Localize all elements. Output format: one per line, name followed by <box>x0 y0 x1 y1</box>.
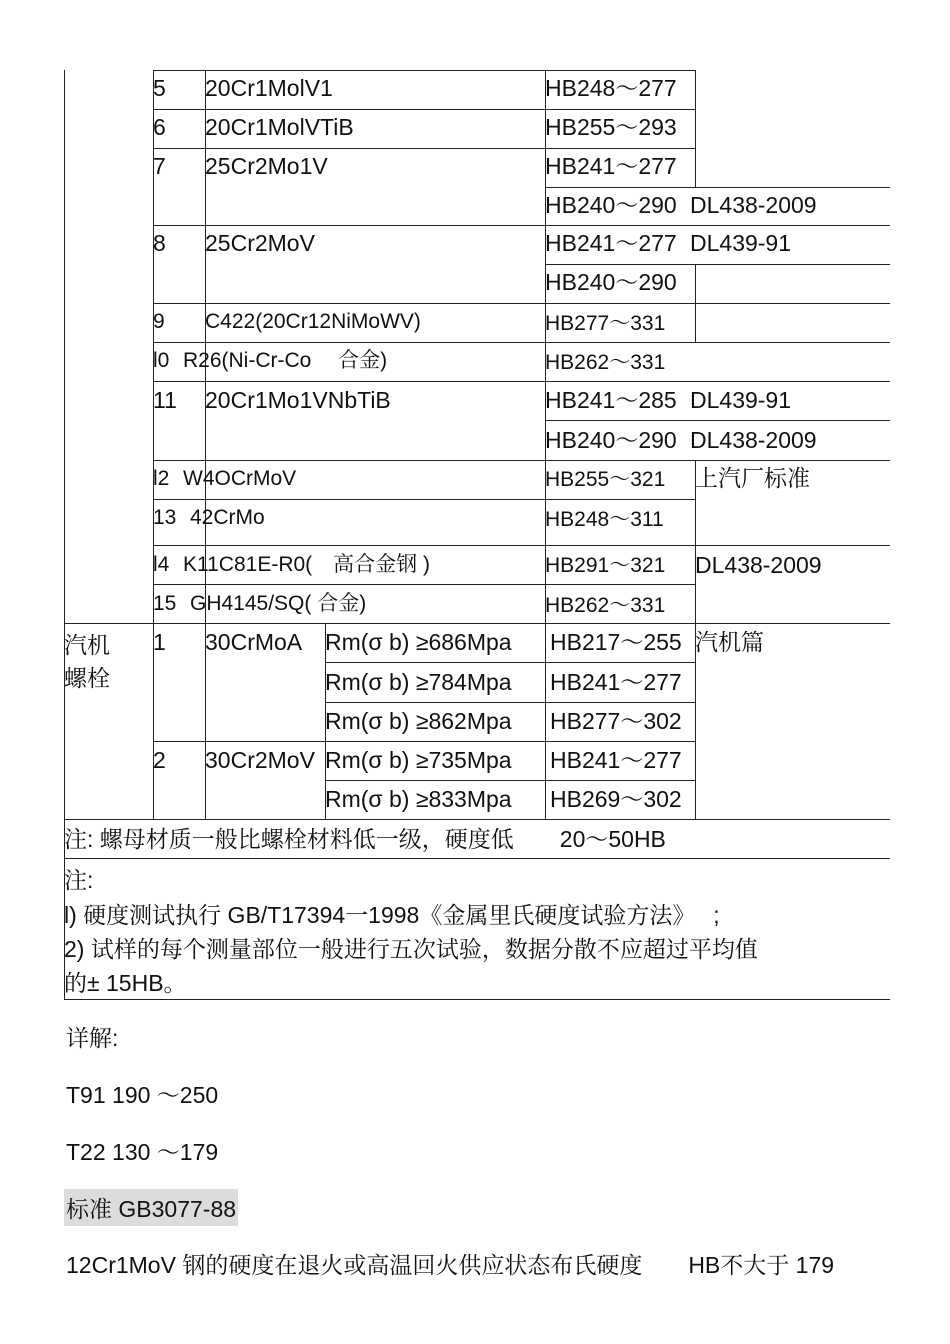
bolt-row-strength: Rm(σ b) ≥784Mpa <box>325 669 512 695</box>
note-heading: 注: <box>64 867 94 893</box>
row-standard: DL438-2009 <box>690 192 817 218</box>
row-material: GH4145/SQ( 合金) <box>190 592 367 615</box>
row-id: 6 <box>153 114 166 140</box>
row-material: 25Cr2Mo1V <box>205 153 328 179</box>
category-label: 汽机 螺栓 <box>64 632 110 691</box>
row-hardness: HB240～290 <box>545 192 677 218</box>
note-line: l) 硬度测试执行 GB/T17394一1998《金属里氏硬度试验方法》 ; <box>64 902 720 928</box>
row-id: 13 <box>153 506 177 529</box>
row-id: 5 <box>153 75 166 101</box>
row-standard: DL439-91 <box>690 230 792 256</box>
bolt-row-id: 1 <box>153 629 166 655</box>
row-material: 42CrMo <box>190 506 265 529</box>
row-id: 7 <box>153 153 166 179</box>
row-id: 15 <box>153 592 177 615</box>
row-hardness: HB255～321 <box>545 468 666 491</box>
row-standard: DL439-91 <box>690 387 792 413</box>
bolt-row-hardness: HB217～255 <box>550 629 682 655</box>
row-hardness: HB262～331 <box>545 351 666 374</box>
bolt-row-strength: Rm(σ b) ≥735Mpa <box>325 747 512 773</box>
row-id: l4 <box>153 553 170 576</box>
note-line: 的± 15HB。 <box>64 970 187 996</box>
row-material: K11C81E-R0( 高合金钢 ) <box>183 553 430 576</box>
row-material: C422(20Cr12NiMoWV) <box>205 310 421 333</box>
row-id: 9 <box>153 310 165 333</box>
row-hardness: HB241～285 <box>545 387 677 413</box>
row-material: 20Cr1MolV1 <box>205 75 333 101</box>
bolt-standard: 汽机篇 <box>695 629 764 655</box>
bolt-row-strength: Rm(σ b) ≥862Mpa <box>325 708 512 734</box>
note-line: 2) 试样的每个测量部位一般进行五次试验，数据分散不应超过平均值 <box>64 936 758 962</box>
details-label: 详解: <box>66 1025 119 1051</box>
standard-line: 标准 GB3077-88 <box>64 1189 238 1226</box>
row-standard: DL438-2009 <box>695 552 822 578</box>
row-hardness: HB255～293 <box>545 114 677 140</box>
row-material: 20Cr1Mo1VNbTiB <box>205 387 391 413</box>
row-hardness: HB248～277 <box>545 75 677 101</box>
row-hardness: HB240～290 <box>545 269 677 295</box>
row-hardness: HB241～277 <box>545 230 677 256</box>
nut-note: 注: 螺母材质一般比螺栓材料低一级，硬度低 20～50HB <box>64 826 666 852</box>
bolt-row-material: 30CrMoA <box>205 629 303 655</box>
row-material: 20Cr1MolVTiB <box>205 114 354 140</box>
bolt-row-strength: Rm(σ b) ≥833Mpa <box>325 786 512 812</box>
bolt-row-hardness: HB241～277 <box>550 747 682 773</box>
row-id: l0 <box>153 349 170 372</box>
row-hardness: HB277～331 <box>545 312 666 335</box>
row-material: 25Cr2MoV <box>205 230 315 256</box>
row-standard: 上汽厂标准 <box>695 465 810 491</box>
row-hardness: HB248～311 <box>545 508 664 531</box>
detail-line-12cr1mov: 12Cr1MoV 钢的硬度在退火或高温回火供应状态布氏硬度 HB不大于 179 <box>66 1252 835 1278</box>
row-id: 8 <box>153 230 166 256</box>
bolt-row-id: 2 <box>153 747 166 773</box>
row-hardness: HB241～277 <box>545 153 677 179</box>
detail-line-t91: T91 190 ～250 <box>66 1082 219 1108</box>
detail-line-t22: T22 130 ～179 <box>66 1139 219 1165</box>
row-standard: DL438-2009 <box>690 427 817 453</box>
bolt-row-material: 30Cr2MoV <box>205 747 315 773</box>
row-hardness: HB291～321 <box>545 554 666 577</box>
bolt-row-strength: Rm(σ b) ≥686Mpa <box>325 629 512 655</box>
bolt-row-hardness: HB241～277 <box>550 669 682 695</box>
row-id: l2 <box>153 467 170 490</box>
row-material: W4OCrMoV <box>183 467 297 490</box>
bolt-row-hardness: HB269～302 <box>550 786 682 812</box>
row-hardness: HB240～290 <box>545 427 677 453</box>
row-material: R26(Ni-Cr-Co 合金) <box>183 349 388 372</box>
bolt-row-hardness: HB277～302 <box>550 708 682 734</box>
row-id: 11 <box>153 387 177 413</box>
row-hardness: HB262～331 <box>545 594 666 617</box>
